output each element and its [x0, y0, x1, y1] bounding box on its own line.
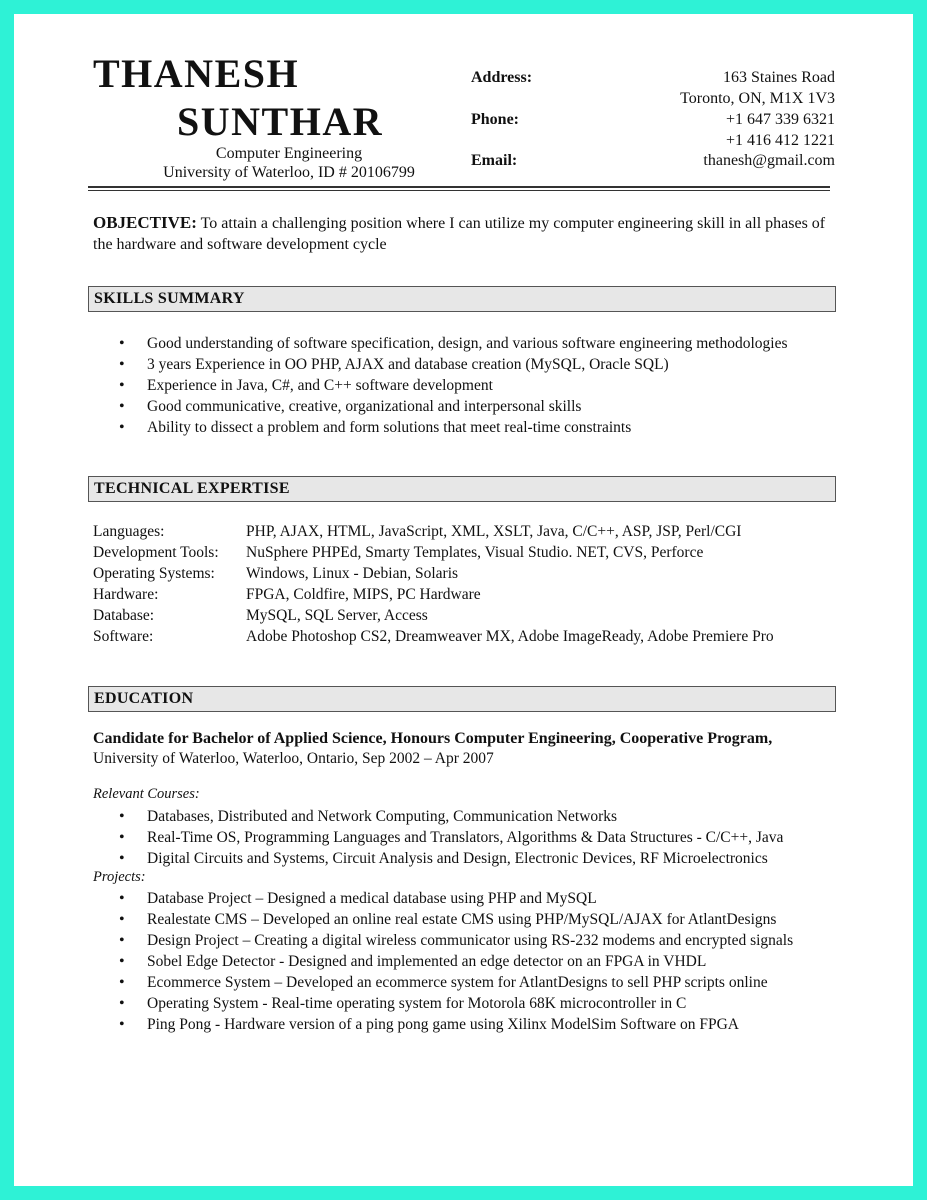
address-line2: Toronto, ON, M1X 1V3 — [680, 90, 835, 107]
tech-label: Hardware: — [93, 586, 159, 603]
list-item: • Operating System - Real-time operating system for Motorola 68K microcontroller in C — [93, 993, 793, 1014]
list-item: • 3 years Experience in OO PHP, AJAX and database creation (MySQL, Oracle SQL) — [93, 354, 788, 375]
program-text: Computer Engineering — [215, 145, 363, 162]
tech-value: NuSphere PHPEd, Smarty Templates, Visual Studio. NET, CVS, Perforce — [246, 544, 704, 561]
tech-label: Software: — [93, 628, 154, 645]
education-heading: EDUCATION — [88, 686, 836, 712]
tech-value: FPGA, Coldfire, MIPS, PC Hardware — [246, 586, 481, 603]
list-item: • Digital Circuits and Systems, Circuit Analysis and Design, Electronic Devices, RF Microelectronics — [93, 848, 783, 869]
list-item: • Experience in Java, C#, and C++ software development — [93, 375, 788, 396]
tech-label: Operating Systems: — [93, 565, 215, 582]
list-item: • Ping Pong - Hardware version of a ping pong game using Xilinx ModelSim Software on FPGA — [93, 1014, 793, 1035]
courses-list — [93, 806, 783, 869]
tech-value: MySQL, SQL Server, Access — [246, 607, 428, 624]
phone-2: +1 416 412 1221 — [725, 132, 835, 149]
tech-label: Languages: — [93, 523, 165, 540]
courses-label: Relevant Courses: — [93, 786, 200, 802]
resume-page — [14, 14, 913, 1186]
list-item: • Good understanding of software specification, design, and various software engineering methodologies — [93, 333, 788, 354]
projects-label: Projects: — [93, 869, 146, 885]
tech-label: Database: — [93, 607, 155, 624]
skills-list — [93, 333, 788, 438]
header-divider-thick — [88, 186, 830, 188]
tech-value: PHP, AJAX, HTML, JavaScript, XML, XSLT, Java, C/C++, ASP, JSP, Perl/CGI — [246, 523, 742, 540]
school-text: University of Waterloo, Waterloo, Ontario, Sep 2002 – Apr 2007 — [93, 750, 494, 767]
skills-summary-heading: SKILLS SUMMARY — [88, 286, 836, 312]
list-item: • Design Project – Creating a digital wireless communicator using RS-232 modems and encrypted signals — [93, 930, 793, 951]
email-value: thanesh@gmail.com — [703, 152, 835, 169]
tech-label: Development Tools: — [93, 544, 219, 561]
objective-paragraph — [93, 212, 838, 255]
phone-1: +1 647 339 6321 — [725, 111, 835, 128]
list-item: • Sobel Edge Detector - Designed and implemented an edge detector on an FPGA in VHDL — [93, 951, 793, 972]
list-item: • Real-Time OS, Programming Languages and Translators, Algorithms & Data Structures - C/C++, Java — [93, 827, 783, 848]
address-line1: 163 Staines Road — [723, 69, 835, 86]
school-id-text: University of Waterloo, ID # 20106799 — [163, 164, 415, 181]
list-item: • Ability to dissect a problem and form solutions that meet real-time constraints — [93, 417, 788, 438]
objective-text: To attain a challenging position where I can utilize my computer engineering skill in all phases of the hardware and software development cycle — [93, 215, 826, 253]
tech-value: Windows, Linux - Debian, Solaris — [246, 565, 459, 582]
phone-label: Phone: — [471, 111, 519, 128]
email-label: Email: — [471, 152, 518, 169]
list-item: • Good communicative, creative, organizational and interpersonal skills — [93, 396, 788, 417]
tech-value: Adobe Photoshop CS2, Dreamweaver MX, Adobe ImageReady, Adobe Premiere Pro — [246, 628, 774, 645]
list-item: • Realestate CMS – Developed an online real estate CMS using PHP/MySQL/AJAX for AtlantDesigns — [93, 909, 793, 930]
technical-expertise-heading: TECHNICAL EXPERTISE — [88, 476, 836, 502]
name-first: THANESH — [93, 51, 300, 96]
list-item: • Ecommerce System – Developed an ecommerce system for AtlantDesigns to sell PHP scripts online — [93, 972, 793, 993]
list-item: • Databases, Distributed and Network Computing, Communication Networks — [93, 806, 783, 827]
name-last: SUNTHAR — [177, 99, 384, 144]
projects-list — [93, 888, 793, 1035]
objective-label: OBJECTIVE: — [93, 213, 197, 232]
degree-text: Candidate for Bachelor of Applied Science, Honours Computer Engineering, Cooperative Program, — [93, 730, 773, 747]
address-label: Address: — [471, 69, 533, 86]
header-divider-thin — [88, 190, 830, 191]
list-item: • Database Project – Designed a medical database using PHP and MySQL — [93, 888, 793, 909]
